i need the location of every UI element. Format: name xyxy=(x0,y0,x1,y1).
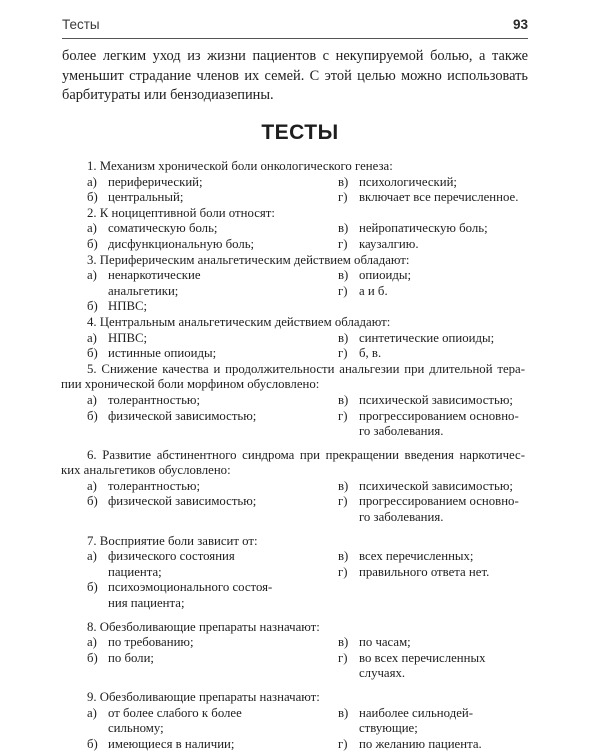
answer-option xyxy=(338,190,538,206)
answer-letter: б) xyxy=(87,650,98,665)
answer-row xyxy=(0,549,600,580)
answer-letter: б) xyxy=(87,190,98,205)
answer-text xyxy=(87,479,327,495)
answer-letter: в) xyxy=(338,174,349,189)
answer-text xyxy=(338,651,538,682)
answer-option xyxy=(338,346,538,362)
answer-text-line: периферический; xyxy=(108,174,203,189)
answer-row xyxy=(0,331,600,347)
answer-text xyxy=(338,268,538,284)
question-line: пии хронической боли морфином обусловлено: xyxy=(61,377,320,392)
answer-row xyxy=(0,479,600,495)
answer-text-line: анальгетики; xyxy=(108,283,179,298)
answer-letter: а) xyxy=(87,174,97,189)
answer-option xyxy=(338,268,538,284)
question-block xyxy=(0,690,600,752)
page-number: 93 xyxy=(512,17,528,32)
section-title: ТЕСТЫ xyxy=(261,121,339,144)
answer-letter: г) xyxy=(338,494,348,509)
answer-row xyxy=(0,409,600,440)
answer-letter: в) xyxy=(338,392,349,407)
answer-letter: б) xyxy=(87,236,98,251)
answer-text xyxy=(87,221,327,237)
answer-text xyxy=(87,706,327,737)
answer-text-line: по желанию пациента. xyxy=(359,736,482,751)
question-text xyxy=(0,206,600,222)
answer-row xyxy=(0,393,600,409)
answer-option xyxy=(87,706,327,737)
answer-text-line: ния пациента; xyxy=(108,596,185,611)
answer-text-line: нейропатическую боль; xyxy=(359,221,488,236)
answer-row xyxy=(0,706,600,737)
answer-option xyxy=(338,479,538,495)
answer-option xyxy=(338,651,538,682)
answer-letter: а) xyxy=(87,705,97,720)
answer-text-line: НПВС; xyxy=(108,299,148,314)
answer-letter: в) xyxy=(338,635,349,650)
answer-text xyxy=(338,479,538,495)
question-text xyxy=(0,534,600,550)
answer-letter: а) xyxy=(87,549,97,564)
answer-text-line: синтетические опиоиды; xyxy=(359,330,495,345)
question-line: 5. Снижение качества и продолжительности анальгезии при длительной тера- xyxy=(87,361,525,376)
answer-letter: в) xyxy=(338,268,349,283)
answer-text-line: прогрессированием основно- xyxy=(359,494,519,509)
answer-option xyxy=(87,479,327,495)
answer-option xyxy=(338,221,538,237)
answer-text xyxy=(87,409,327,425)
question-text xyxy=(0,253,600,269)
intro-line: барбитураты или бензодиазепины. xyxy=(62,87,274,103)
answer-letter: г) xyxy=(338,736,348,751)
answer-option xyxy=(87,346,327,362)
answer-text-line: а и б. xyxy=(359,283,388,298)
question-line: 8. Обезболивающие препараты назначают: xyxy=(87,619,320,634)
answer-option xyxy=(338,635,538,651)
answer-text xyxy=(338,237,538,253)
answer-text-line: психоэмоционального состоя- xyxy=(108,580,273,595)
header-rule xyxy=(62,38,528,39)
answer-option xyxy=(87,299,327,315)
answer-text-line: прогрессированием основно- xyxy=(359,408,519,423)
answer-option xyxy=(338,565,538,581)
answer-letter: г) xyxy=(338,408,348,423)
answer-letter: б) xyxy=(87,299,98,314)
intro-line: уменьшит страдание членов их семей. С этой целью можно использовать xyxy=(62,67,528,84)
answer-option xyxy=(87,221,327,237)
answer-row xyxy=(0,190,600,206)
question-block xyxy=(0,315,600,362)
answer-option xyxy=(87,651,327,667)
answer-row xyxy=(0,346,600,362)
answer-option xyxy=(87,268,327,299)
answer-text-line: имеющиеся в наличии; xyxy=(108,736,235,751)
answer-text xyxy=(338,565,538,581)
answer-text xyxy=(338,221,538,237)
answer-letter: в) xyxy=(338,221,349,236)
answer-letter: г) xyxy=(338,283,348,298)
answer-text xyxy=(87,237,327,253)
question-line: ких анальгетиков обусловлено: xyxy=(61,463,231,478)
answer-option xyxy=(338,494,538,525)
answer-text xyxy=(87,190,327,206)
answer-option xyxy=(87,331,327,347)
answer-letter: г) xyxy=(338,236,348,251)
answer-row xyxy=(0,237,600,253)
answer-text-line: толерантностью; xyxy=(108,478,201,493)
answer-text xyxy=(338,393,538,409)
answer-text-line: по часам; xyxy=(359,635,411,650)
question-block xyxy=(0,159,600,206)
answer-letter: г) xyxy=(338,346,348,361)
answer-row xyxy=(0,299,600,315)
question-text xyxy=(0,362,600,393)
answer-text xyxy=(87,175,327,191)
question-text xyxy=(0,315,600,331)
running-head: Тесты xyxy=(62,17,100,32)
answer-text-line: го заболевания. xyxy=(359,510,444,525)
answer-text xyxy=(87,494,327,510)
answer-text xyxy=(338,190,538,206)
answer-row xyxy=(0,268,600,299)
answer-text-line: опиоиды; xyxy=(359,268,412,283)
answer-text-line: от более слабого к более xyxy=(108,705,242,720)
answer-letter: б) xyxy=(87,408,98,423)
answer-text xyxy=(338,706,538,737)
question-line: 7. Восприятие боли зависит от: xyxy=(87,533,258,548)
answer-text xyxy=(87,549,327,580)
answer-option xyxy=(338,706,538,737)
question-line: 9. Обезболивающие препараты назначают: xyxy=(87,690,320,704)
question-line: 2. К ноцицептивной боли относят: xyxy=(87,205,275,220)
answer-text xyxy=(338,494,538,525)
answer-option xyxy=(338,237,538,253)
answer-letter: б) xyxy=(87,736,98,751)
answer-option xyxy=(87,393,327,409)
answer-text xyxy=(338,175,538,191)
answer-letter: а) xyxy=(87,221,97,236)
answer-letter: б) xyxy=(87,580,98,595)
answer-text xyxy=(87,580,327,611)
answer-option xyxy=(338,175,538,191)
answer-letter: б) xyxy=(87,494,98,509)
answer-text-line: во всех перечисленных xyxy=(359,650,486,665)
answer-text-line: по боли; xyxy=(108,650,154,665)
answer-text-line: наиболее сильнодей- xyxy=(359,705,473,720)
answer-text-line: психической зависимостью; xyxy=(359,392,513,407)
answer-letter: г) xyxy=(338,190,348,205)
answer-text-line: го заболевания. xyxy=(359,424,444,439)
answer-text xyxy=(87,635,327,651)
intro-paragraph xyxy=(62,47,528,106)
question-text xyxy=(0,159,600,175)
answer-text-line: включает все перечисленное. xyxy=(359,190,519,205)
answer-text xyxy=(87,268,327,299)
answer-text-line: соматическую боль; xyxy=(108,221,218,236)
answer-letter: а) xyxy=(87,330,97,345)
answer-text xyxy=(338,346,538,362)
question-line: 4. Центральным анальгетическим действием обладают: xyxy=(87,314,391,329)
answer-option xyxy=(87,580,327,611)
answer-option xyxy=(87,494,327,510)
answer-option xyxy=(338,331,538,347)
question-text xyxy=(0,448,600,479)
answer-option xyxy=(87,409,327,425)
answer-row xyxy=(0,221,600,237)
answer-letter: г) xyxy=(338,650,348,665)
answer-text-line: центральный; xyxy=(108,190,184,205)
answer-row xyxy=(0,580,600,611)
answer-text-line: всех перечисленных; xyxy=(359,549,474,564)
question-text xyxy=(0,620,600,636)
answer-option xyxy=(87,237,327,253)
answer-option xyxy=(338,549,538,565)
answer-text-line: ненаркотические xyxy=(108,268,201,283)
answer-text-line: физической зависимостью; xyxy=(108,494,257,509)
answer-text-line: толерантностью; xyxy=(108,392,201,407)
answer-letter: б) xyxy=(87,346,98,361)
answer-option xyxy=(338,393,538,409)
answer-option xyxy=(338,409,538,440)
question-block xyxy=(0,206,600,253)
answer-option xyxy=(87,175,327,191)
answer-letter: в) xyxy=(338,330,349,345)
answer-row xyxy=(0,175,600,191)
answer-row xyxy=(0,494,600,525)
answer-letter: а) xyxy=(87,635,97,650)
question-line: 3. Периферическим анальгетическим действием обладают: xyxy=(87,252,410,267)
answer-text-line: ствующие; xyxy=(359,721,418,736)
answer-text xyxy=(338,409,538,440)
answer-text-line: физической зависимостью; xyxy=(108,408,257,423)
answer-letter: в) xyxy=(338,478,349,493)
answer-option xyxy=(87,635,327,651)
answer-option xyxy=(87,549,327,580)
answer-row xyxy=(0,651,600,682)
question-text xyxy=(0,690,600,706)
answer-letter: а) xyxy=(87,392,97,407)
question-line: 1. Механизм хронической боли онкологического генеза: xyxy=(87,159,393,173)
answer-row xyxy=(0,635,600,651)
answer-text xyxy=(87,651,327,667)
answer-text-line: физического состояния xyxy=(108,549,235,564)
answer-text xyxy=(87,393,327,409)
answer-text xyxy=(87,299,327,315)
tests-list xyxy=(0,159,600,752)
answer-text-line: истинные опиоиды; xyxy=(108,346,217,361)
answer-text-line: каузалгию. xyxy=(359,236,419,251)
answer-text xyxy=(338,284,538,300)
answer-text-line: пациента; xyxy=(108,564,162,579)
answer-text xyxy=(87,331,327,347)
answer-text xyxy=(338,635,538,651)
answer-letter: г) xyxy=(338,564,348,579)
answer-option xyxy=(338,284,538,300)
answer-text-line: сильному; xyxy=(108,721,164,736)
answer-text-line: психологический; xyxy=(359,174,457,189)
question-block xyxy=(0,534,600,612)
answer-text xyxy=(338,331,538,347)
answer-text-line: НПВС; xyxy=(108,330,148,345)
answer-letter: а) xyxy=(87,268,97,283)
question-block xyxy=(0,448,600,526)
answer-option xyxy=(87,190,327,206)
answer-text-line: случаях. xyxy=(359,666,406,681)
question-block xyxy=(0,362,600,440)
answer-text-line: дисфункциональную боль; xyxy=(108,236,255,251)
answer-letter: в) xyxy=(338,549,349,564)
question-block xyxy=(0,620,600,682)
answer-letter: в) xyxy=(338,705,349,720)
answer-text-line: по требованию; xyxy=(108,635,194,650)
question-line: 6. Развитие абстинентного синдрома при прекращении введения наркотичес- xyxy=(87,447,525,462)
answer-text-line: б, в. xyxy=(359,346,382,361)
answer-text xyxy=(87,346,327,362)
answer-text-line: правильного ответа нет. xyxy=(359,564,490,579)
question-block xyxy=(0,253,600,315)
answer-text xyxy=(338,549,538,565)
page-header xyxy=(62,17,528,39)
answer-letter: а) xyxy=(87,478,97,493)
intro-line: более легким уход из жизни пациентов с некупируемой болью, а также xyxy=(62,48,528,64)
answer-text-line: психической зависимостью; xyxy=(359,478,513,493)
